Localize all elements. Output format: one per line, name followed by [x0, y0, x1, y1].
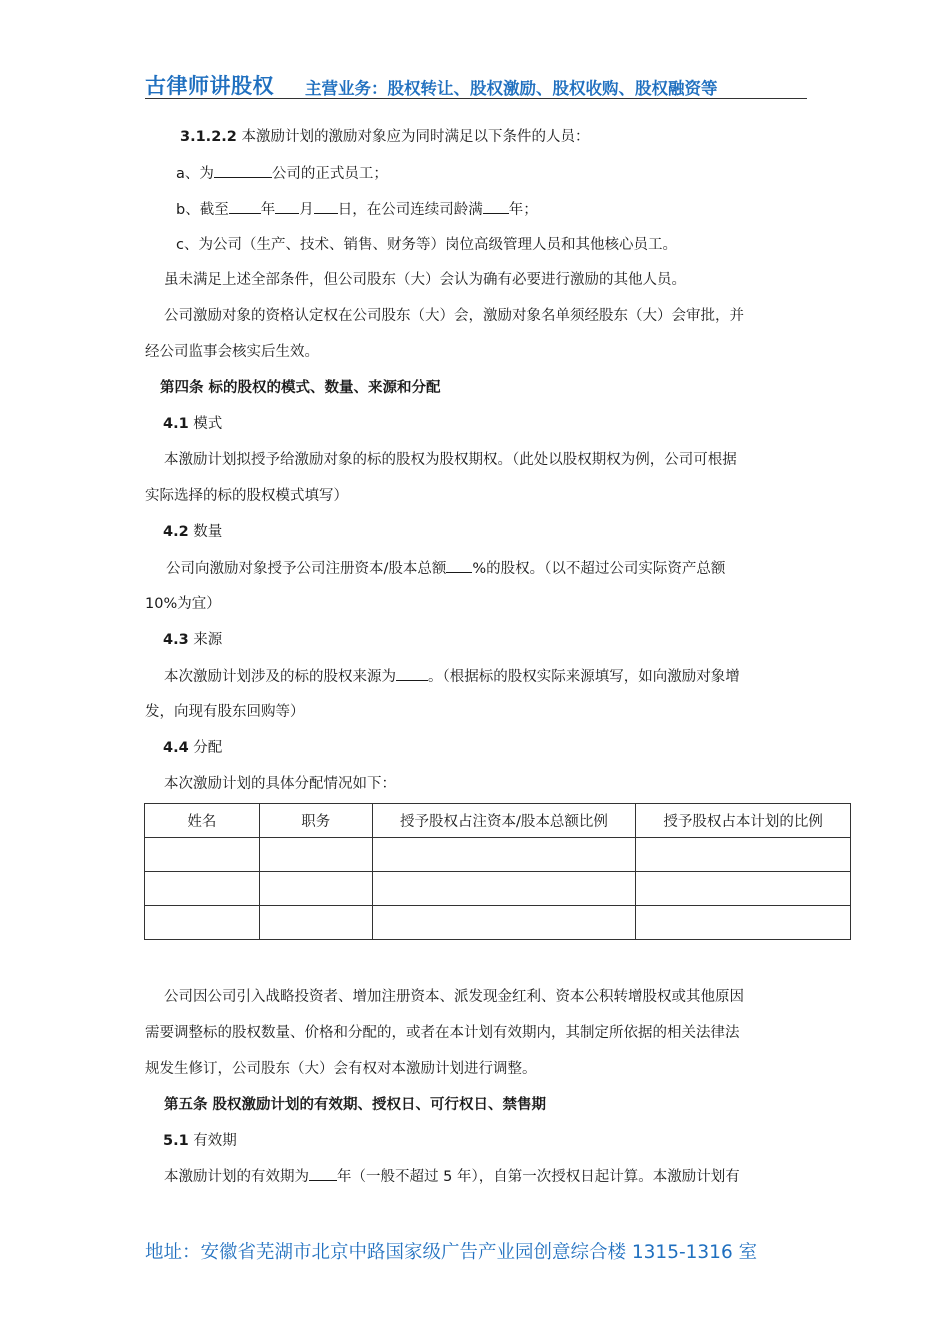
section-4-1-line-1: 本激励计划拟授予给激励对象的标的股权为股权期权。（此处以股权期权为例，公司可根据 — [164, 452, 737, 468]
article-5-title: 第五条 股权激励计划的有效期、授权日、可行权日、禁售期 — [164, 1097, 547, 1113]
section-4-3-text-b: 。（根据标的股权实际来源填写，如向激励对象增 — [428, 669, 740, 685]
table-cell[interactable] — [372, 872, 636, 906]
table-row — [145, 872, 851, 906]
blank-month — [275, 199, 299, 214]
section-4-2-line-2: 10%为宜） — [145, 596, 221, 612]
table-cell[interactable] — [372, 838, 636, 872]
condition-a — [176, 163, 388, 184]
condition-b — [176, 199, 538, 220]
blank-day — [314, 199, 338, 214]
qualification-line-2: 经公司监事会核实后生效。 — [145, 344, 319, 360]
section-4-4-intro: 本次激励计划的具体分配情况如下： — [164, 776, 396, 792]
brand-title: 古律师讲股权 — [145, 74, 274, 98]
clause-text: 本激励计划的激励对象应为同时满足以下条件的人员： — [241, 129, 590, 145]
business-scope: 主营业务：股权转让、股权激励、股权收购、股权融资等 — [305, 79, 718, 98]
section-5-1-text-a: 本激励计划的有效期为 — [164, 1169, 309, 1185]
section-4-3-line-1 — [164, 666, 740, 687]
section-4-2-line-1 — [166, 558, 725, 579]
blank-year — [229, 199, 261, 214]
header-name: 姓名 — [145, 804, 260, 838]
table-cell[interactable] — [636, 838, 851, 872]
blank-source — [396, 666, 428, 681]
distribution-table — [144, 803, 851, 940]
section-4-3-heading — [163, 630, 222, 650]
adjustment-line-3: 规发生修订，公司股东（大）会有权对本激励计划进行调整。 — [145, 1061, 537, 1077]
adjustment-line-2: 需要调整标的股权数量、价格和分配的，或者在本计划有效期内，其制定所依据的相关法律法 — [145, 1025, 740, 1041]
section-title: 有效期 — [193, 1133, 237, 1149]
table-cell[interactable] — [259, 906, 372, 940]
table-cell[interactable] — [636, 906, 851, 940]
section-4-1-heading — [163, 414, 222, 434]
condition-b-part5: 年； — [508, 202, 538, 218]
section-5-1-line-1 — [164, 1166, 740, 1187]
table-cell[interactable] — [636, 872, 851, 906]
table-row — [145, 838, 851, 872]
condition-b-part2: 年 — [260, 202, 276, 218]
section-number: 4.1 — [163, 416, 189, 432]
table-header-row — [145, 804, 851, 838]
section-4-3-text-a: 本次激励计划涉及的标的股权来源为 — [164, 669, 396, 685]
blank-validity-years — [309, 1166, 337, 1181]
section-4-2-heading — [163, 522, 222, 542]
article-4-title: 第四条 标的股权的模式、数量、来源和分配 — [160, 380, 441, 396]
blank-percentage — [446, 558, 472, 573]
page-header — [145, 68, 807, 99]
adjustment-line-1: 公司因公司引入战略投资者、增加注册资本、派发现金红利、资本公积转增股权或其他原因 — [164, 989, 744, 1005]
condition-b-part1: b、截至 — [176, 202, 229, 218]
condition-a-prefix: a、为 — [176, 166, 214, 182]
table-cell[interactable] — [145, 838, 260, 872]
section-title: 分配 — [193, 740, 223, 756]
section-4-1-line-2: 实际选择的标的股权模式填写） — [145, 488, 348, 504]
table-cell[interactable] — [259, 872, 372, 906]
section-4-3-line-2: 发，向现有股东回购等） — [145, 704, 305, 720]
header-plan-ratio: 授予股权占本计划的比例 — [636, 804, 851, 838]
section-title: 来源 — [193, 632, 223, 648]
blank-tenure-years — [483, 199, 509, 214]
section-number: 4.4 — [163, 740, 189, 756]
condition-c: c、为公司（生产、技术、销售、财务等）岗位高级管理人员和其他核心员工。 — [176, 237, 677, 253]
header-capital-ratio: 授予股权占注资本/股本总额比例 — [372, 804, 636, 838]
footer-address: 地址：安徽省芜湖市北京中路国家级广告产业园创意综合楼 1315-1316 室 — [145, 1242, 758, 1263]
table-row — [145, 906, 851, 940]
clause-number: 3.1.2.2 — [180, 129, 237, 145]
section-4-4-heading — [163, 738, 222, 758]
section-title: 模式 — [193, 416, 223, 432]
section-5-1-text-b: 年（一般不超过 5 年），自第一次授权日起计算。本激励计划有 — [337, 1169, 740, 1185]
section-number: 4.2 — [163, 524, 189, 540]
section-4-2-text-a: 公司向激励对象授予公司注册资本/股本总额 — [166, 561, 447, 577]
condition-b-part3: 月 — [299, 202, 314, 218]
clause-3-1-2-2 — [180, 127, 590, 147]
section-title: 数量 — [193, 524, 223, 540]
table-cell[interactable] — [259, 838, 372, 872]
table-cell[interactable] — [145, 872, 260, 906]
section-5-1-heading — [163, 1131, 237, 1151]
table-cell[interactable] — [145, 906, 260, 940]
section-4-2-text-b: %的股权。（以不超过公司实际资产总额 — [472, 561, 726, 577]
qualification-line-1: 公司激励对象的资格认定权在公司股东（大）会，激励对象名单须经股东（大）会审批，并 — [164, 308, 744, 324]
condition-a-suffix: 公司的正式员工； — [271, 166, 388, 182]
section-number: 5.1 — [163, 1133, 189, 1149]
section-number: 4.3 — [163, 632, 189, 648]
other-personnel-note: 虽未满足上述全部条件，但公司股东（大）会认为确有必要进行激励的其他人员。 — [164, 272, 686, 288]
condition-b-part4: 日，在公司连续司龄满 — [337, 202, 483, 218]
table-cell[interactable] — [372, 906, 636, 940]
header-position: 职务 — [259, 804, 372, 838]
blank-company-name — [214, 163, 272, 178]
